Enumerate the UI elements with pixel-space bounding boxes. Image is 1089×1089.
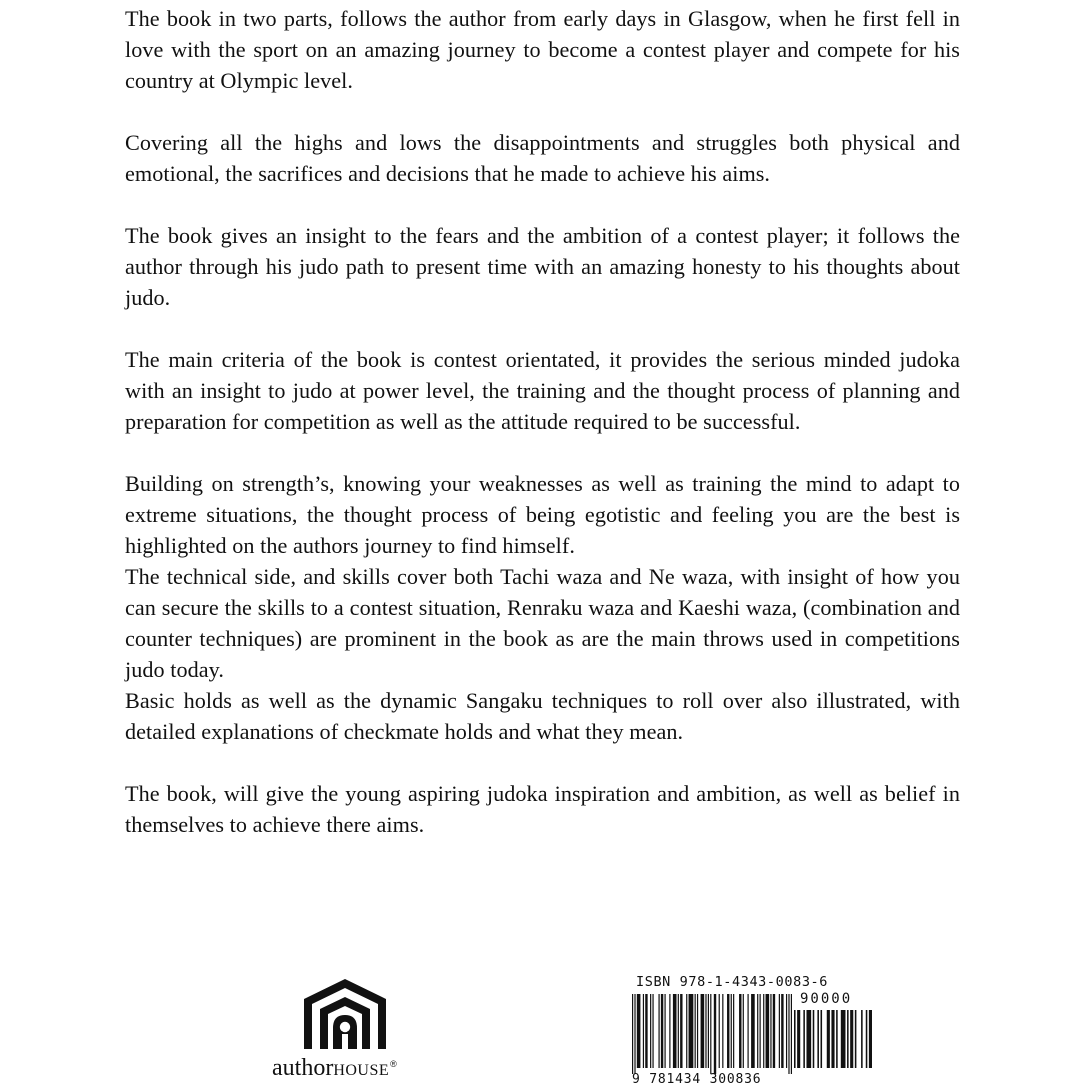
- blurb-paragraph-8: The book, will give the young aspiring judoka inspiration and ambition, as well as belief in themselves to achieve there aims.: [125, 781, 960, 837]
- barcode-bar: [781, 994, 783, 1068]
- barcode-bar: [850, 1010, 853, 1068]
- barcode-bar: [731, 994, 732, 1068]
- barcode-bar: [847, 1010, 849, 1068]
- barcode-bar: [869, 1010, 872, 1068]
- barcode-bar: [813, 1010, 815, 1068]
- barcode-bar: [652, 994, 653, 1068]
- barcode-bar: [797, 1010, 800, 1068]
- barcode-bar: [710, 994, 711, 1074]
- blurb-paragraph-1: The book in two parts, follows the author from early days in Glasgow, when he first fell in love with the sport on an amazing journey to become a contest player and compete for his country at Olympic level.: [125, 6, 960, 93]
- barcode-bar: [701, 994, 705, 1068]
- publisher-logo: [268, 975, 438, 1085]
- barcode-bar: [751, 994, 755, 1068]
- barcode-bar: [658, 994, 659, 1068]
- blurb-paragraph-5: Building on strength’s, knowing your weaknesses as well as training the mind to adapt to extreme situations, the thought process of being egotistic and feeling you are the best is highlighted on the authors journey to find himself.: [125, 471, 960, 558]
- barcode-bar: [708, 994, 709, 1068]
- barcode-bar: [817, 1010, 819, 1068]
- barcode-bar: [714, 994, 716, 1074]
- barcode-bar: [650, 994, 651, 1068]
- barcode-bar: [779, 994, 780, 1068]
- back-cover-blurb: [125, 3, 960, 840]
- barcode-bar: [757, 994, 758, 1068]
- barcode-bar: [727, 994, 729, 1068]
- blurb-paragraph-7: Basic holds as well as the dynamic Sangaku techniques to roll over also illustrated, with detailed explanations of checkmate holds and what they mean.: [125, 688, 960, 744]
- barcode-bar: [680, 994, 682, 1068]
- barcode-bar: [739, 994, 741, 1068]
- blurb-paragraph-6: The technical side, and skills cover both Tachi waza and Ne waza, with insight of how you can secure the skills to a contest situation, Renraku waza and Kaeshi waza, (combination and counter techniques) are prominent in the book as are the main throws used in competitions judo today.: [125, 564, 960, 682]
- barcode-bar: [697, 994, 698, 1068]
- barcode-bar: [664, 994, 665, 1068]
- barcode-bar: [661, 994, 663, 1068]
- barcode-bar: [831, 1010, 834, 1068]
- barcode-bar: [821, 1010, 823, 1068]
- barcode-bar: [803, 1010, 805, 1068]
- isbn-digits: 9 781434 300836: [632, 1072, 762, 1087]
- price-code: 90000: [800, 991, 853, 1007]
- barcode-icon: [632, 994, 792, 1074]
- barcode-bar: [806, 1010, 811, 1068]
- barcode-bar: [763, 994, 764, 1068]
- registered-mark: ®: [390, 1059, 397, 1069]
- barcode-bar: [861, 1010, 863, 1068]
- barcode-bar: [788, 994, 789, 1074]
- barcode-bar: [841, 1010, 846, 1068]
- publisher-name-part2: HOUSE: [333, 1062, 390, 1079]
- barcode-bar: [766, 994, 770, 1068]
- barcode-bar: [719, 994, 720, 1068]
- barcode-bar: [673, 994, 677, 1068]
- barcode-bar: [637, 994, 641, 1068]
- barcode-bar: [689, 994, 694, 1068]
- barcode-bar: [855, 1010, 857, 1068]
- barcode-bar: [722, 994, 723, 1068]
- barcode-bar: [791, 994, 792, 1074]
- barcode-bar: [733, 994, 734, 1068]
- barcode-bar: [705, 994, 706, 1068]
- blurb-paragraph-4: The main criteria of the book is contest orientated, it provides the serious minded judoka with an insight to judo at power level, the training and the thought process of planning and preparation for competition as well as the attitude required to be successful.: [125, 347, 960, 434]
- barcode-bar: [773, 994, 775, 1068]
- barcode-bar: [794, 1010, 796, 1068]
- barcode-bar: [645, 994, 647, 1068]
- blurb-paragraph-2: Covering all the highs and lows the disappointments and struggles both physical and emotional, the sacrifices and decisions that he made to achieve his aims.: [125, 130, 960, 186]
- barcode-bar: [770, 994, 771, 1068]
- isbn-label: ISBN 978-1-4343-0083-6: [636, 974, 829, 990]
- barcode-bar: [836, 1010, 838, 1068]
- barcode-bar: [747, 994, 748, 1068]
- barcode-bar: [743, 994, 744, 1068]
- barcode-bar: [695, 994, 696, 1068]
- publisher-name-part1: author: [272, 1055, 334, 1081]
- addon-barcode-icon: [794, 1010, 872, 1074]
- authorhouse-logo-icon: [300, 975, 390, 1053]
- barcode-bar: [827, 1010, 830, 1068]
- isbn-barcode: [628, 972, 873, 1089]
- publisher-name: [272, 1055, 438, 1082]
- barcode-bar: [678, 994, 679, 1068]
- barcode-bar: [643, 994, 644, 1068]
- barcode-bar: [634, 994, 635, 1074]
- blurb-paragraph-3: The book gives an insight to the fears and the ambition of a contest player; it follows the author through his judo path to present time with an amazing honesty to his thoughts about judo.: [125, 223, 960, 310]
- barcode-bar: [686, 994, 687, 1068]
- barcode-bar: [786, 994, 787, 1068]
- barcode-bar: [760, 994, 761, 1068]
- barcode-bar: [632, 994, 633, 1074]
- barcode-bar: [866, 1010, 868, 1068]
- barcode-bar: [669, 994, 670, 1068]
